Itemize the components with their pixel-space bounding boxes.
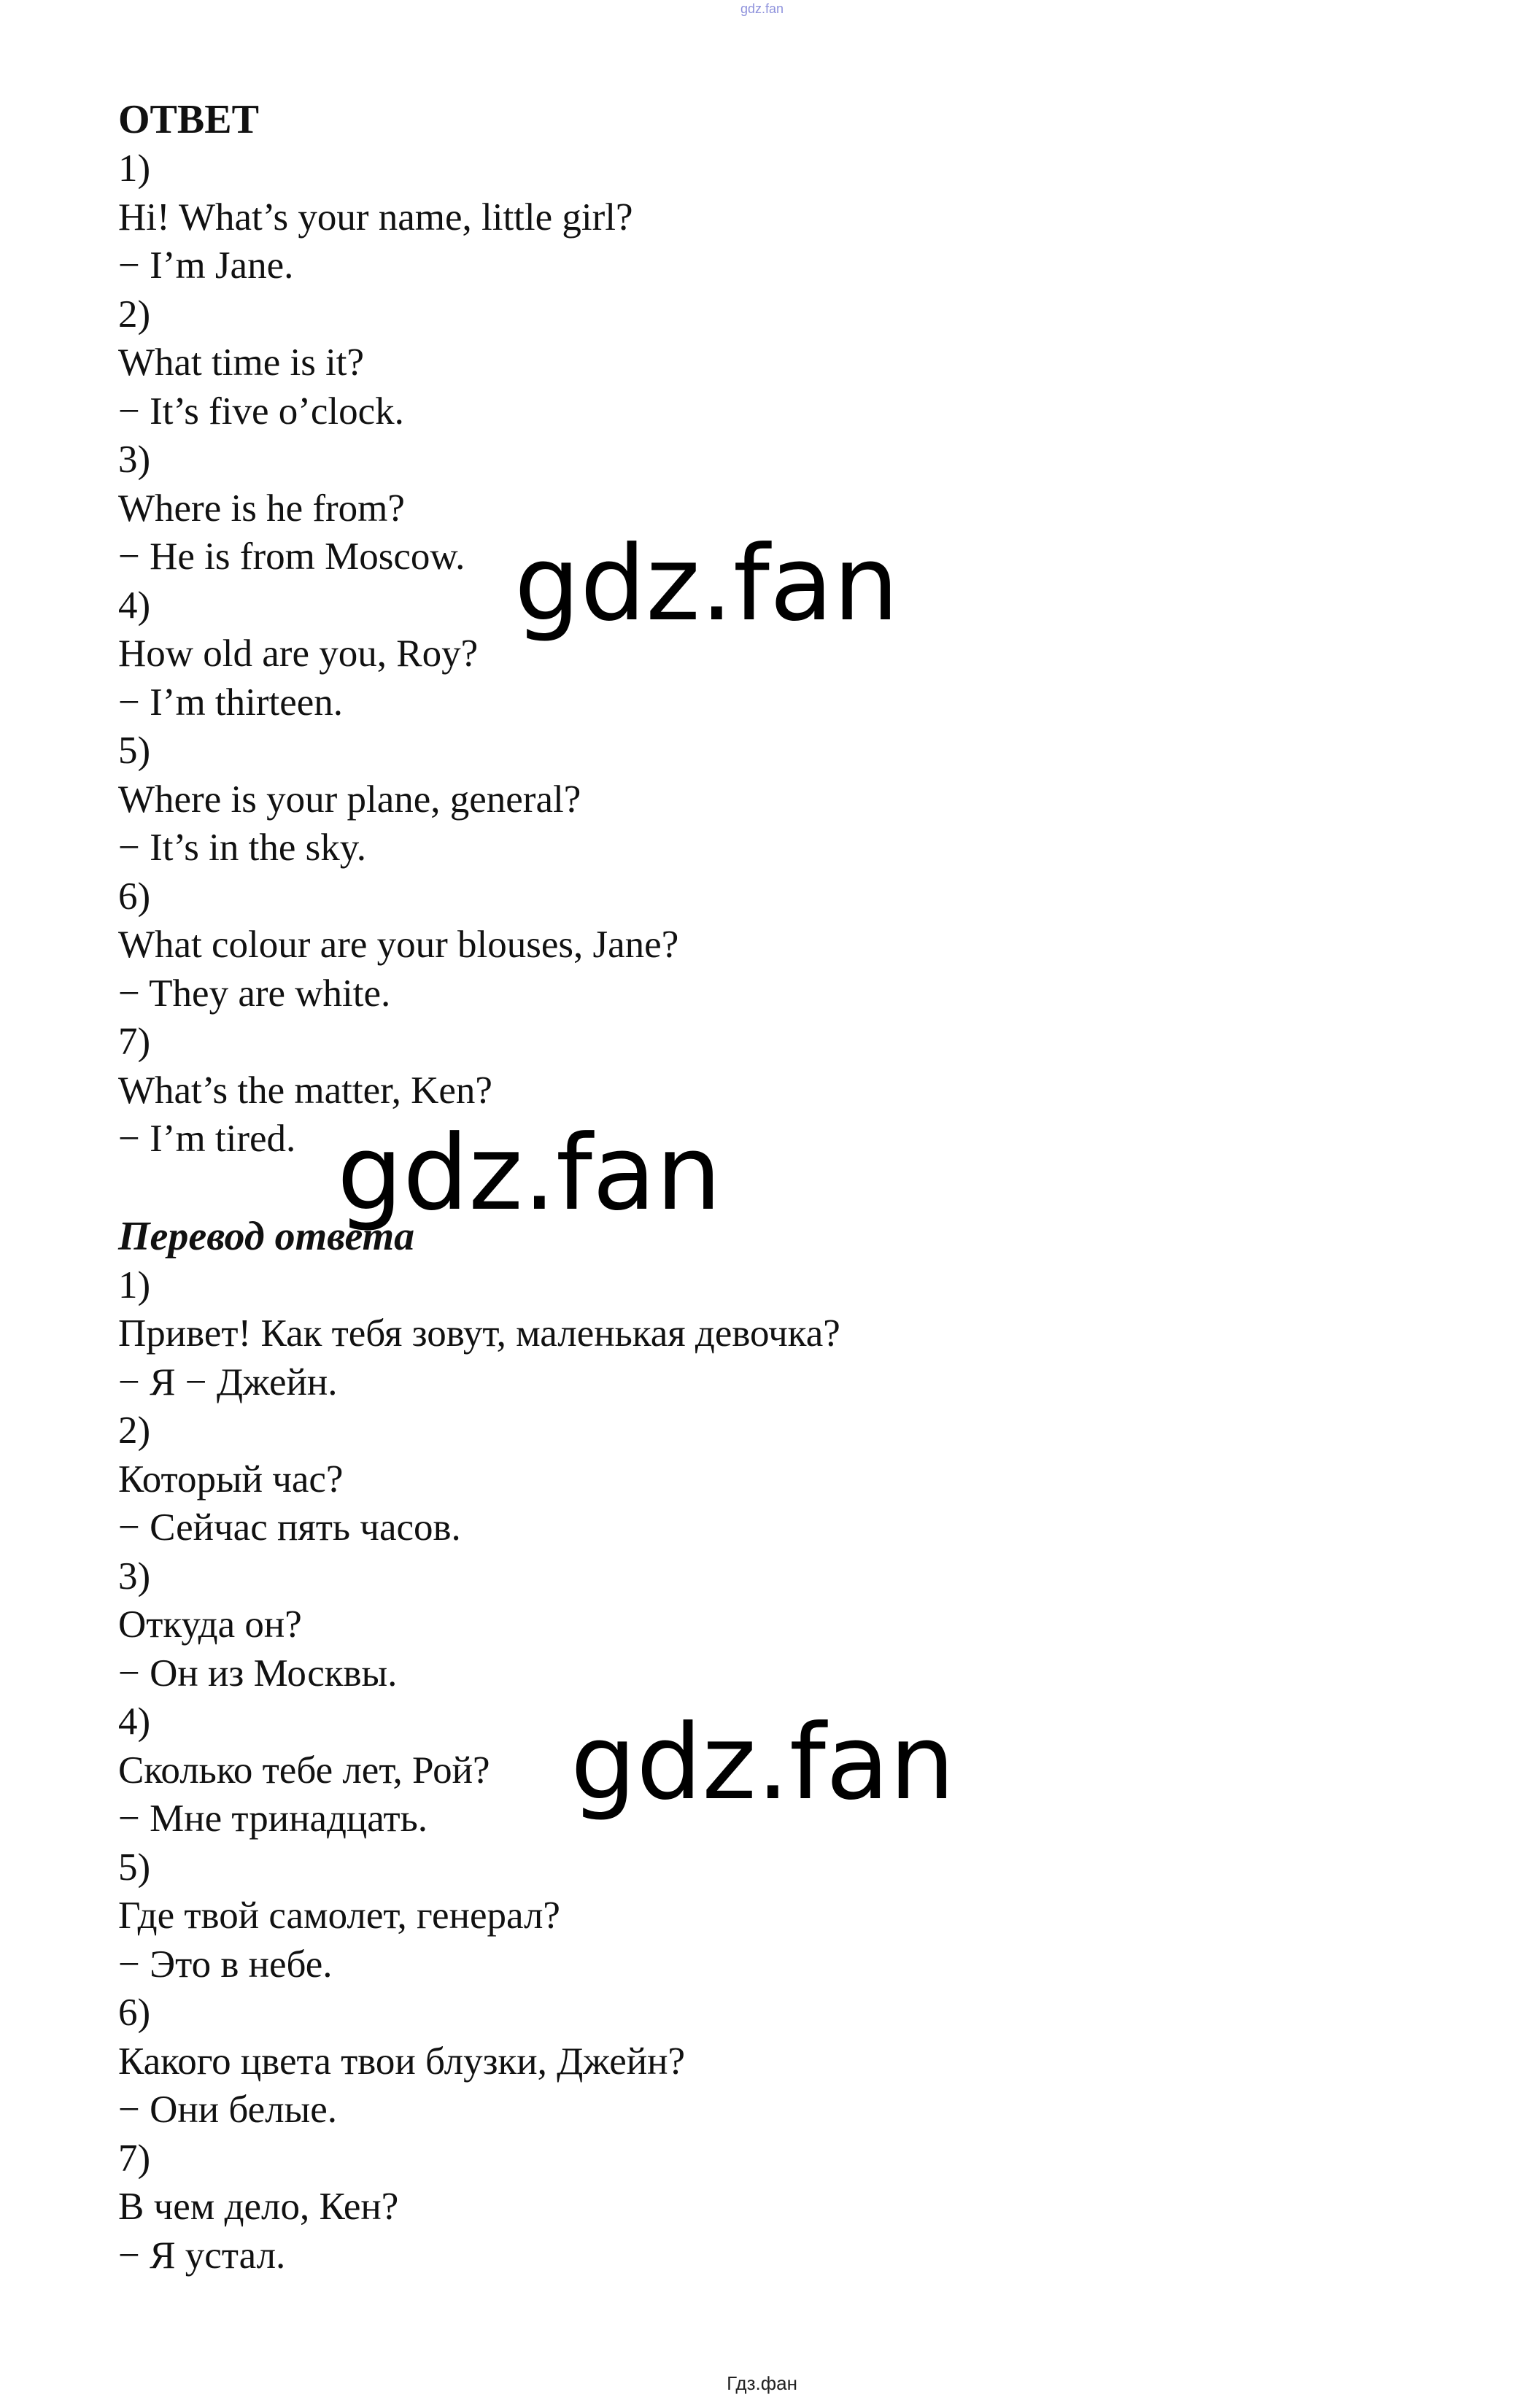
item-number: 1) bbox=[118, 1263, 151, 1306]
question-text: What colour are your blouses, Jane? bbox=[118, 924, 679, 966]
item-number: 3) bbox=[118, 1555, 151, 1598]
answer-text: − Я устал. bbox=[118, 2234, 286, 2277]
watermark-text: gdz.fan bbox=[570, 1703, 955, 1823]
answer-item bbox=[118, 872, 1358, 1018]
item-number: 1) bbox=[118, 147, 151, 190]
question-text: Сколько тебе лет, Рой? bbox=[118, 1749, 490, 1792]
translation-item bbox=[118, 1406, 1358, 1552]
answer-item bbox=[118, 727, 1358, 872]
question-text: What time is it? bbox=[118, 341, 365, 384]
item-number: 6) bbox=[118, 875, 151, 918]
item-number: 6) bbox=[118, 1991, 151, 2034]
item-number: 7) bbox=[118, 1021, 151, 1063]
translation-item bbox=[118, 1552, 1358, 1698]
answer-text: − I’m tired. bbox=[118, 1118, 296, 1160]
document-body bbox=[118, 95, 1358, 2280]
answer-text: − Он из Москвы. bbox=[118, 1652, 398, 1695]
translation-item bbox=[118, 1261, 1358, 1407]
answer-item bbox=[118, 144, 1358, 290]
answer-text: − It’s five o’clock. bbox=[118, 390, 404, 433]
answer-item bbox=[118, 1018, 1358, 1164]
answer-text: − Я − Джейн. bbox=[118, 1360, 338, 1404]
answer-text: − They are white. bbox=[118, 972, 391, 1015]
question-text: Какого цвета твои блузки, Джейн? bbox=[118, 2040, 686, 2083]
translation-item bbox=[118, 1843, 1358, 1989]
question-text: How old are you, Roy? bbox=[118, 632, 479, 675]
question-text: Где твой самолет, генерал? bbox=[118, 1894, 560, 1937]
answer-text: − Сейчас пять часов. bbox=[118, 1506, 461, 1549]
header-watermark: gdz.fan bbox=[740, 1, 784, 16]
answer-text: − Мне тринадцать. bbox=[118, 1797, 428, 1840]
item-number: 2) bbox=[118, 293, 151, 336]
item-number: 2) bbox=[118, 1409, 151, 1452]
answer-text: − Это в небе. bbox=[118, 1943, 333, 1986]
item-number: 7) bbox=[118, 2137, 151, 2180]
answer-text: − He is from Moscow. bbox=[118, 535, 465, 578]
translation-item bbox=[118, 2134, 1358, 2280]
answer-text: − I’m Jane. bbox=[118, 244, 294, 287]
answer-item bbox=[118, 290, 1358, 436]
item-number: 5) bbox=[118, 729, 151, 772]
question-text: Откуда он? bbox=[118, 1603, 302, 1646]
question-text: Который час? bbox=[118, 1457, 344, 1501]
answer-heading: ОТВЕТ bbox=[118, 97, 259, 142]
translation-item bbox=[118, 1989, 1358, 2134]
item-number: 4) bbox=[118, 1700, 151, 1743]
item-number: 5) bbox=[118, 1846, 151, 1889]
question-text: Where is your plane, general? bbox=[118, 778, 581, 821]
question-text: Привет! Как тебя зовут, маленькая девочка? bbox=[118, 1312, 840, 1355]
answer-text: − Они белые. bbox=[118, 2088, 338, 2131]
watermark-text: gdz.fan bbox=[337, 1113, 722, 1234]
item-number: 4) bbox=[118, 584, 151, 627]
answer-text: − I’m thirteen. bbox=[118, 681, 344, 724]
section-gap bbox=[118, 1164, 1358, 1212]
watermark-text: gdz.fan bbox=[514, 524, 899, 644]
answer-text: − It’s in the sky. bbox=[118, 826, 367, 869]
item-number: 3) bbox=[118, 438, 151, 481]
question-text: В чем дело, Кен? bbox=[118, 2186, 399, 2228]
question-text: What’s the matter, Ken? bbox=[118, 1069, 492, 1112]
question-text: Hi! What’s your name, little girl? bbox=[118, 195, 633, 239]
translation-heading: Перевод ответа bbox=[118, 1213, 415, 1259]
question-text: Where is he from? bbox=[118, 487, 405, 530]
footer-text: Гдз.фан bbox=[727, 2372, 797, 2394]
